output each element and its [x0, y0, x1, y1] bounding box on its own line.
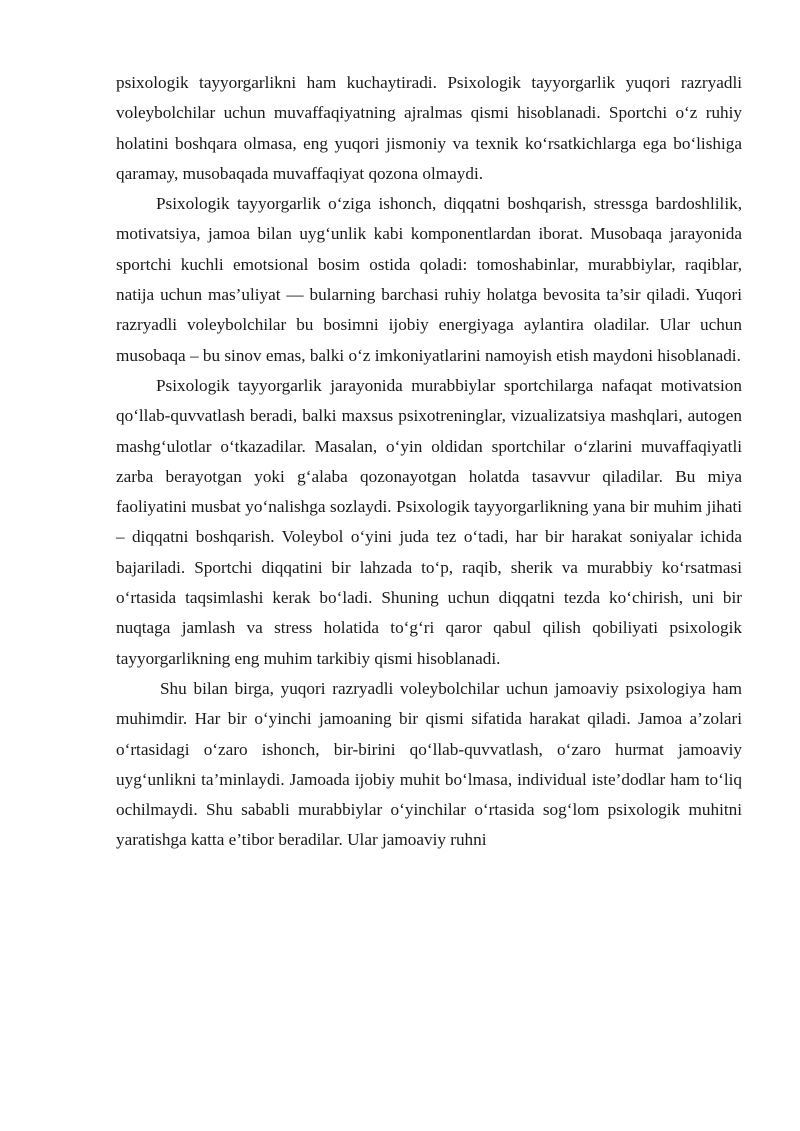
document-body [116, 68, 742, 856]
paragraph-1: psixologik tayyorgarlikni ham kuchaytiradi. Psixologik tayyorgarlik yuqori razryadli voleybolchilar uchun muvaffaqiyatning ajralmas qismi hisoblanadi. Sportchi o‘z ruhiy holatini boshqara olmasa, eng yuqori jismoniy va texnik ko‘rsatkichlarga ega bo‘lishiga qaramay, musobaqada muvaffaqiyat qozona olmaydi. [116, 73, 742, 183]
paragraph-3: Psixologik tayyorgarlik jarayonida murabbiylar sportchilarga nafaqat motivatsion qo‘llab-quvvatlash beradi, balki maxsus psixotreninglar, vizualizatsiya mashqlari, autogen mashg‘ulotlar o‘tkazadilar. Masalan, o‘yin oldidan sportchilar o‘zlarini muvaffaqiyatli zarba berayotgan yoki g‘alaba qozonayotgan holatda tasavvur qiladilar. Bu miya faoliyatini musbat yo‘nalishga sozlaydi. Psixologik tayyorgarlikning yana bir muhim jihati – diqqatni boshqarish. Voleybol o‘yini juda tez o‘tadi, har bir harakat soniyalar ichida bajariladi. Sportchi diqqatini bir lahzada to‘p, raqib, sherik va murabbiy ko‘rsatmasi o‘rtasida taqsimlashi kerak bo‘ladi. Shuning uchun diqqatni tezda ko‘chirish, uni bir nuqtaga jamlash va stress holatida to‘g‘ri qaror qabul qilish qobiliyati psixologik tayyorgarlikning eng muhim tarkibiy qismi hisoblanadi. [116, 375, 742, 668]
paragraph-2: Psixologik tayyorgarlik o‘ziga ishonch, diqqatni boshqarish, stressga bardoshlilik, motivatsiya, jamoa bilan uyg‘unlik kabi komponentlardan iborat. Musobaqa jarayonida sportchi kuchli emotsional bosim ostida qoladi: tomoshabinlar, murabbiylar, raqiblar, natija uchun mas’uliyat — bularning barchasi ruhiy holatga bevosita ta’sir qiladi. Yuqori razryadli voleybolchilar bu bosimni ijobiy energiyaga aylantira oladilar. Ular uchun musobaqa – bu sinov emas, balki o‘z imkoniyatlarini namoyish etish maydoni hisoblanadi. [116, 194, 742, 365]
paragraph-4: Shu bilan birga, yuqori razryadli voleybolchilar uchun jamoaviy psixologiya ham muhimdir. Har bir o‘yinchi jamoaning bir qismi sifatida harakat qiladi. Jamoa a’zolari o‘rtasidagi o‘zaro ishonch, bir-birini qo‘llab-quvvatlash, o‘zaro hurmat jamoaviy uyg‘unlikni ta’minlaydi. Jamoada ijobiy muhit bo‘lmasa, individual iste’dodlar ham to‘liq ochilmaydi. Shu sababli murabbiylar o‘yinchilar o‘rtasida sog‘lom psixologik muhitni yaratishga katta e’tibor beradilar. Ular jamoaviy ruhni [116, 678, 742, 850]
